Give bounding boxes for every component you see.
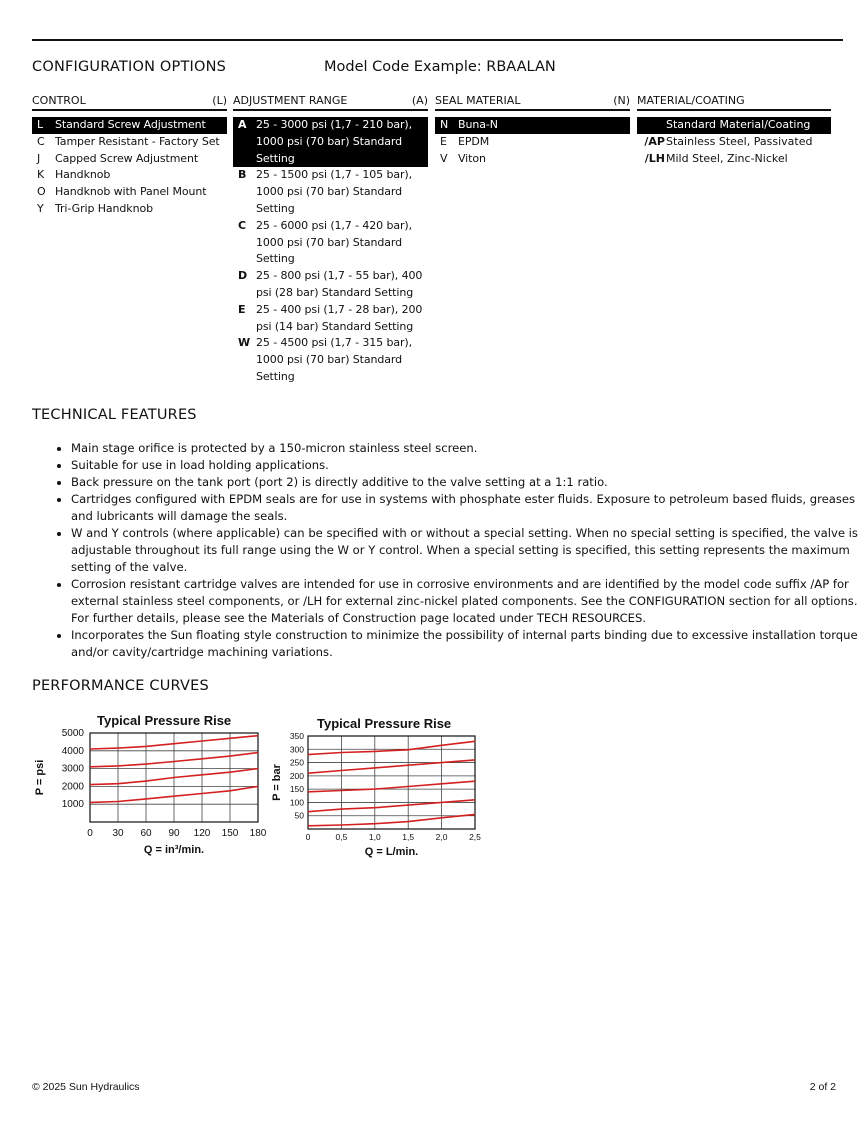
option-code: V: [440, 151, 448, 165]
option-label: 25 - 800 psi (1,7 - 55 bar), 400 psi (28 bar) Standard Setting: [256, 269, 423, 299]
adjustment-options: [233, 117, 428, 386]
control-option-4[interactable]: [32, 184, 227, 201]
feature-item: • Back pressure on the tank port (port 2) is directly additive to the valve setting at a 1:1 ratio.: [71, 474, 861, 491]
option-code: K: [37, 168, 45, 182]
y-axis-label: P = psi: [34, 759, 46, 796]
adjustment-header: [233, 94, 428, 111]
footer-page-number: 2 of 2: [809, 1081, 836, 1093]
adjustment-title: ADJUSTMENT RANGE: [233, 94, 348, 107]
x-tick-label: 120: [193, 828, 211, 839]
control-option-1[interactable]: [32, 134, 227, 151]
y-tick-label: 250: [289, 757, 304, 768]
seal-column: [435, 94, 630, 167]
x-tick-label: 0,5: [335, 832, 348, 842]
option-code: L: [37, 118, 44, 131]
material-title: MATERIAL/COATING: [637, 94, 745, 107]
adjustment-option-1[interactable]: [233, 167, 428, 217]
y-tick-label: 5000: [61, 728, 84, 739]
technical-features-title: TECHNICAL FEATURES: [32, 407, 197, 423]
option-label: Handknob: [55, 168, 111, 182]
seal-letter: (N): [613, 94, 630, 107]
seal-option-2[interactable]: [435, 151, 630, 168]
option-code: N: [440, 118, 449, 131]
option-label: Capped Screw Adjustment: [55, 151, 199, 165]
adjustment-option-5[interactable]: [233, 335, 428, 385]
material-option-1[interactable]: [637, 134, 831, 151]
seal-option-0[interactable]: [435, 117, 630, 134]
option-code: C: [238, 218, 246, 232]
x-tick-label: 2,0: [435, 832, 448, 842]
series-line: [308, 760, 475, 773]
y-axis-label: P = bar: [271, 764, 283, 801]
option-code: Y: [37, 201, 44, 215]
footer-copyright: © 2025 Sun Hydraulics: [32, 1081, 140, 1093]
option-code: J: [37, 151, 41, 165]
material-options: [637, 117, 831, 167]
option-code: [637, 117, 666, 134]
control-option-0[interactable]: [32, 117, 227, 134]
x-tick-label: 90: [168, 828, 180, 839]
feature-item: • Incorporates the Sun floating style construction to minimize the possibility of internal parts binding due to excessive installation torque and/or cavity/cartridge machining variations.: [71, 627, 861, 661]
option-label: Tri-Grip Handknob: [55, 201, 153, 215]
option-label: Buna-N: [458, 118, 498, 131]
material-column: [637, 94, 831, 167]
option-code: O: [37, 185, 46, 199]
material-option-0[interactable]: [637, 117, 831, 134]
option-code: B: [238, 168, 247, 182]
x-tick-label: 2,5: [469, 832, 481, 842]
feature-item: • Suitable for use in load holding applications.: [71, 457, 861, 474]
seal-header: [435, 94, 630, 111]
bar-pressure-rise-chart: [268, 730, 483, 864]
control-column: [32, 94, 227, 218]
x-tick-label: 30: [112, 828, 124, 839]
seal-title: SEAL MATERIAL: [435, 94, 521, 107]
seal-option-1[interactable]: [435, 134, 630, 151]
y-tick-label: 3000: [61, 763, 84, 775]
x-tick-label: 1,5: [402, 832, 415, 842]
control-option-3[interactable]: [32, 167, 227, 184]
y-tick-label: 150: [289, 784, 304, 795]
x-tick-label: 0: [305, 832, 311, 842]
feature-item: • Main stage orifice is protected by a 150-micron stainless steel screen.: [71, 440, 861, 457]
feature-item: • W and Y controls (where applicable) can be specified with or without a special setting. When no special setting is specified, the valve is adjustable throughout its full range using the W or Y control. When a special setting is specified, this setting represents the maximum setting of the valve.: [71, 525, 861, 576]
adjustment-letter: (A): [411, 94, 428, 107]
control-letter: (L): [212, 94, 227, 107]
psi-pressure-rise-chart: [30, 726, 275, 864]
option-code: /AP: [644, 134, 665, 148]
y-tick-label: 350: [289, 731, 304, 741]
feature-item: • Cartridges configured with EPDM seals are for use in systems with phosphate ester fluids. Exposure to petroleum based fluids, greases and lubricants will damage the seals.: [71, 491, 861, 525]
adjustment-option-0[interactable]: [233, 117, 428, 167]
option-label: 25 - 1500 psi (1,7 - 105 bar), 1000 psi (70 bar) Standard Setting: [256, 168, 412, 215]
series-line: [308, 800, 475, 812]
configuration-options-title: CONFIGURATION OPTIONS: [32, 59, 227, 75]
performance-curves-title: PERFORMANCE CURVES: [32, 678, 209, 694]
top-rule: [32, 39, 843, 41]
y-tick-label: 1000: [61, 799, 84, 811]
control-option-2[interactable]: [32, 151, 227, 168]
x-tick-label: 60: [140, 828, 152, 839]
control-options: [32, 117, 227, 218]
option-label: EPDM: [458, 134, 490, 148]
adjustment-option-2[interactable]: [233, 218, 428, 268]
technical-features-list: [53, 440, 861, 661]
x-tick-label: 150: [221, 828, 239, 839]
option-code: /LH: [644, 151, 665, 165]
option-label: 25 - 3000 psi (1,7 - 210 bar), 1000 psi (70 bar) Standard Setting: [256, 118, 412, 165]
y-tick-label: 4000: [61, 745, 84, 757]
x-axis-label: Q = L/min.: [364, 846, 419, 858]
adjustment-option-4[interactable]: [233, 302, 428, 336]
control-option-5[interactable]: [32, 201, 227, 218]
x-axis-label: Q = in³/min.: [143, 844, 205, 856]
option-label: Stainless Steel, Passivated: [666, 134, 813, 148]
option-label: 25 - 4500 psi (1,7 - 315 bar), 1000 psi (70 bar) Standard Setting: [256, 336, 412, 383]
model-code-value: RBAALAN: [486, 59, 556, 75]
option-label: Handknob with Panel Mount: [55, 185, 207, 199]
y-tick-label: 100: [289, 797, 304, 808]
material-header: [637, 94, 831, 111]
option-label: Standard Screw Adjustment: [55, 118, 206, 131]
y-tick-label: 50: [294, 810, 304, 821]
option-code: A: [238, 118, 247, 131]
control-header: [32, 94, 227, 111]
option-label: 25 - 400 psi (1,7 - 28 bar), 200 psi (14 bar) Standard Setting: [256, 302, 423, 333]
material-option-2[interactable]: [637, 151, 831, 168]
model-code-label: Model Code Example:: [324, 59, 482, 75]
adjustment-option-3[interactable]: [233, 268, 428, 302]
series-line: [308, 741, 475, 754]
option-code: C: [37, 134, 45, 148]
option-code: D: [238, 269, 248, 283]
option-code: E: [440, 134, 447, 148]
adjustment-column: [233, 94, 428, 386]
model-code-example: [324, 59, 556, 75]
x-tick-label: 180: [249, 828, 267, 839]
option-label: Standard Material/Coating: [666, 118, 811, 131]
x-tick-label: 1,0: [368, 832, 381, 842]
option-label: Mild Steel, Zinc-Nickel: [666, 151, 788, 165]
x-tick-label: 0: [87, 828, 93, 839]
option-label: Tamper Resistant - Factory Set: [55, 134, 220, 148]
option-code: W: [238, 336, 251, 350]
option-label: Viton: [458, 151, 486, 165]
series-line: [308, 781, 475, 792]
y-tick-label: 2000: [61, 781, 84, 793]
y-tick-label: 300: [289, 744, 304, 755]
feature-item: • Corrosion resistant cartridge valves are intended for use in corrosive environments and are identified by the model code suffix /AP for external stainless steel components, or /LH for external zinc-nickel plated components. See the CONFIGURATION section for all options. For further details, please see the Materials of Construction page located under TECH RESOURCES.: [71, 576, 861, 627]
chart-2-title: Typical Pressure Rise: [317, 716, 452, 731]
y-tick-label: 200: [289, 770, 304, 781]
option-label: 25 - 6000 psi (1,7 - 420 bar), 1000 psi (70 bar) Standard Setting: [256, 218, 412, 266]
option-code: E: [238, 302, 246, 316]
seal-options: [435, 117, 630, 167]
chart-1-title: Typical Pressure Rise: [97, 713, 232, 728]
control-title: CONTROL: [32, 94, 86, 107]
